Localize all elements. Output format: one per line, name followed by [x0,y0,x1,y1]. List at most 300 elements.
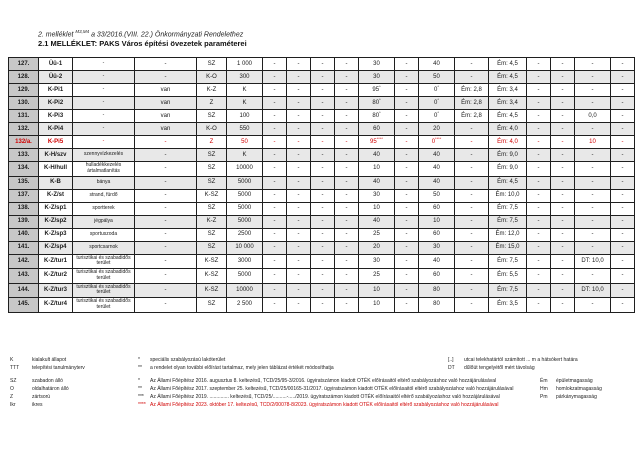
table-cell: K [227,149,263,162]
table-cell: K-SZ [197,189,227,202]
table-cell: - [611,241,635,254]
table-cell: - [73,71,135,84]
table-cell: - [455,298,489,313]
table-row [9,176,635,189]
table-cell: - [263,58,287,71]
table-cell: Ém: 4,5 [489,71,527,84]
table-cell: SZ [197,58,227,71]
table-cell: turisztikai és szabadidős terület [73,269,135,284]
table-row [9,97,635,110]
table-cell: - [611,189,635,202]
table-cell: - [551,176,575,189]
table-cell: - [611,71,635,84]
table-cell: - [287,254,311,269]
table-cell: - [311,215,335,228]
table-cell: - [455,176,489,189]
table-cell: - [611,97,635,110]
table-cell: 143. [9,269,39,284]
table-cell: - [575,123,611,136]
table-cell: SZ [197,298,227,313]
table-cell: - [455,136,489,149]
table-cell: - [395,241,419,254]
table-cell: 139. [9,215,39,228]
legend-entry [138,357,448,363]
legend-entry [540,394,636,400]
table-cell: 50 [227,136,263,149]
table-cell: - [287,110,311,123]
table-cell: - [527,58,551,71]
table-cell: - [575,84,611,97]
table-row [9,136,635,149]
table-cell: - [395,189,419,202]
legend-key: K [10,357,14,363]
table-cell: 128. [9,71,39,84]
page-title: 2.1 MELLÉKLET: PAKS Város építési övezetek paraméterei [38,39,247,49]
legend-notes [138,378,540,410]
table-cell: 132. [9,123,39,136]
table-cell: - [135,269,197,284]
table-cell: - [263,136,287,149]
table-cell: - [395,58,419,71]
table-row [9,228,635,241]
table-cell: - [527,228,551,241]
table-cell: - [335,176,359,189]
table-cell: 40 [419,162,455,177]
table-row [9,202,635,215]
table-cell: 300 [227,71,263,84]
table-cell: - [335,110,359,123]
table-row [9,71,635,84]
table-cell: - [287,189,311,202]
table-cell: K-Z/tur1 [39,254,73,269]
table-cell: K-SZ [197,254,227,269]
table-cell: - [575,228,611,241]
legend-entry [138,386,540,392]
table-cell: - [527,189,551,202]
table-cell: K-Z/tur4 [39,298,73,313]
legend-entry [138,402,540,408]
table-cell: - [335,97,359,110]
table-cell: - [287,241,311,254]
table-cell: - [575,269,611,284]
table-cell: - [551,254,575,269]
legend-entry [10,402,138,408]
table-cell: K-SZ [197,283,227,298]
table-cell: K-H/szv [39,149,73,162]
table-cell: Z [197,136,227,149]
table-cell: - [611,176,635,189]
table-cell: Ém: 10,0 [489,189,527,202]
legend-band-bottom [10,378,636,410]
table-cell: - [611,58,635,71]
table-cell: - [287,283,311,298]
table-cell: 10 [575,136,611,149]
table-cell: - [335,254,359,269]
table-cell: - [395,215,419,228]
table-cell: 129. [9,84,39,97]
table-cell: - [335,162,359,177]
legend-text: Az Állami Főépítész 2019. .............. keltezésű, TCD/25/..........-...../2019. ügyiratszámon kiadott OTÉK előírásaitól eltérő szabályozáshoz való hozzájárulásával [150,394,500,400]
table-cell: - [527,149,551,162]
legend-right-bottom [540,378,636,402]
legend-text: zártsorú [32,394,51,400]
table-cell: - [335,123,359,136]
table-cell: - [551,162,575,177]
table-cell: 142. [9,254,39,269]
table-cell: - [263,241,287,254]
table-cell: - [611,215,635,228]
table-cell: - [73,136,135,149]
table-cell: - [527,283,551,298]
table-cell: - [455,71,489,84]
table-cell: - [551,202,575,215]
table-cell: - [575,176,611,189]
table-cell: K-Z/tur2 [39,269,73,284]
table-cell: - [135,176,197,189]
table-cell: 40 [419,58,455,71]
table-cell: - [335,84,359,97]
table-cell: - [287,136,311,149]
table-cell: - [527,110,551,123]
table-cell: 30 [419,241,455,254]
table-cell: 40 [359,149,395,162]
legend-entry [138,378,540,384]
table-cell: - [527,162,551,177]
table-cell: - [455,241,489,254]
table-cell: - [455,254,489,269]
table-cell: - [263,254,287,269]
table-cell: - [455,162,489,177]
legend-entry [10,365,138,371]
table-cell: 95**** [359,136,395,149]
table-cell: 30 [359,189,395,202]
table-cell: 95* [359,84,395,97]
table-cell: - [135,71,197,84]
table-cell: - [551,58,575,71]
table-cell: - [287,58,311,71]
table-cell: - [527,176,551,189]
table-cell: - [311,71,335,84]
table-cell: - [287,298,311,313]
table-cell: Ém: 7,5 [489,254,527,269]
table-cell: - [335,149,359,162]
table-cell: - [611,254,635,269]
zone-table-body [9,58,635,313]
legend-text: Az Állami Főépítész 2023. október 17. keltezésű, TCD/2/00078-8/2023. ügyiratszámon kiadott OTÉK előírásaitól eltérő szabályozáshoz való hozzájárulásával [150,402,499,408]
table-cell: - [263,215,287,228]
table-cell: - [311,254,335,269]
table-cell: Ém: 7,5 [489,215,527,228]
table-cell: - [311,189,335,202]
table-cell: 30 [359,71,395,84]
table-cell: - [551,123,575,136]
legend-key: O [10,386,14,392]
table-cell: 5000 [227,189,263,202]
table-cell: 40 [419,176,455,189]
table-cell: 3000 [227,254,263,269]
table-cell: - [551,149,575,162]
table-cell: - [135,189,197,202]
table-cell: - [455,283,489,298]
table-cell: Üü-1 [39,58,73,71]
legend-text: épületmagasság [556,378,593,384]
table-cell: - [73,97,135,110]
table-cell: K-Z/tur3 [39,283,73,298]
table-cell: 0* [419,110,455,123]
table-cell: - [611,110,635,123]
legend-text: utcai telekhatártól számított ... m a hátsókert határa [464,357,578,363]
table-cell: 140. [9,228,39,241]
table-cell: turisztikai és szabadidős terület [73,283,135,298]
table-cell: - [575,149,611,162]
table-cell: bánya [73,176,135,189]
table-cell: 10000 [227,162,263,177]
legend [10,357,636,410]
table-cell: - [611,149,635,162]
table-cell: 0,0 [575,110,611,123]
legend-key: ** [138,386,142,392]
table-cell: - [287,202,311,215]
table-cell: - [263,202,287,215]
table-cell: Ém: 4,5 [489,110,527,123]
table-cell: - [395,110,419,123]
table-cell: - [455,228,489,241]
table-cell: - [611,228,635,241]
table-cell: 20 [359,241,395,254]
table-cell: Ém: 4,0 [489,123,527,136]
table-cell: 0* [419,84,455,97]
table-cell: - [73,123,135,136]
legend-text: ikres [32,402,43,408]
table-cell: SZ [197,176,227,189]
table-cell: SZ [197,110,227,123]
table-cell: - [311,298,335,313]
legend-right-top [448,357,636,373]
legend-left-top [10,357,138,373]
table-cell: SZ [197,149,227,162]
table-cell: sportcsarnok [73,241,135,254]
table-cell: 2 500 [227,298,263,313]
legend-key: ** [138,365,142,371]
legend-key: * [138,378,140,384]
table-cell: van [135,123,197,136]
table-cell: - [311,97,335,110]
table-cell: 2500 [227,228,263,241]
table-cell: SZ [197,202,227,215]
table-cell: K-Z [197,84,227,97]
table-cell: SZ [197,241,227,254]
table-cell: 80* [359,97,395,110]
table-cell: - [287,84,311,97]
table-cell: 30 [359,254,395,269]
table-cell: 10 [419,215,455,228]
table-cell: 138. [9,202,39,215]
table-cell: - [263,149,287,162]
table-cell: - [575,189,611,202]
legend-key: Hm [540,386,548,392]
table-cell: K-B [39,176,73,189]
table-cell: - [311,149,335,162]
table-row [9,269,635,284]
table-cell: 0**** [419,136,455,149]
table-cell: 10 [359,298,395,313]
table-row [9,84,635,97]
table-cell: - [335,269,359,284]
table-cell: - [311,176,335,189]
table-cell: - [611,283,635,298]
legend-text: oldalhatáron álló [32,386,69,392]
table-cell: - [611,136,635,149]
table-row [9,215,635,228]
table-cell: - [311,269,335,284]
table-row [9,283,635,298]
table-cell: - [263,189,287,202]
table-cell: 5000 [227,202,263,215]
table-cell: - [551,241,575,254]
table-cell: - [135,283,197,298]
table-cell: 60 [419,228,455,241]
table-cell: 60 [419,269,455,284]
table-cell: - [527,241,551,254]
table-cell: - [287,269,311,284]
table-cell: - [455,149,489,162]
table-cell: - [335,71,359,84]
table-cell: - [527,298,551,313]
table-cell: Ém: 2,8 [455,97,489,110]
table-cell: K-Pi5 [39,136,73,149]
legend-band-top [10,357,636,373]
table-row [9,162,635,177]
table-cell: - [335,215,359,228]
annex-reference-line [38,29,247,38]
table-cell: K-Z/sp3 [39,228,73,241]
table-cell: turisztikai és szabadidős terület [73,298,135,313]
table-cell: - [395,97,419,110]
table-cell: - [263,97,287,110]
table-cell: van [135,97,197,110]
table-cell: 40 [359,215,395,228]
table-cell: - [551,84,575,97]
table-cell: - [395,228,419,241]
table-cell: - [263,283,287,298]
table-cell: 60 [419,202,455,215]
table-cell: 130. [9,97,39,110]
table-cell: jégpálya [73,215,135,228]
table-cell: 40 [359,176,395,189]
table-cell: - [395,71,419,84]
table-cell: Ém: 4,0 [489,136,527,149]
table-cell: - [263,71,287,84]
legend-entry [10,394,138,400]
table-cell: - [527,254,551,269]
table-cell: - [73,58,135,71]
table-cell: sportuszoda [73,228,135,241]
table-cell: turisztikai és szabadidős terület [73,254,135,269]
table-cell: Ém: 4,5 [489,58,527,71]
legend-key: *** [138,394,144,400]
table-cell: - [287,71,311,84]
table-cell: - [311,162,335,177]
legend-key: Ikr [10,402,16,408]
legend-key: * [138,357,140,363]
table-cell: 127. [9,58,39,71]
legend-text: Az Állami Főépítész 2016. augusztus 8. keltezésű, TCD/25/95-3/2016. ügyiratszámon kiadott OTÉK előírásaitól eltérő szabályozáshoz való hozzájárulásával [150,378,497,384]
table-cell: - [455,58,489,71]
legend-entry [540,378,636,384]
table-cell: - [135,298,197,313]
table-cell: - [527,269,551,284]
table-cell: - [575,298,611,313]
legend-key: Z [10,394,14,400]
table-cell: 40 [419,149,455,162]
table-cell: - [551,298,575,313]
table-cell: - [551,283,575,298]
legend-text: speciális szabályozású lakóterület [150,357,226,363]
table-cell: 60 [359,123,395,136]
table-cell: - [611,84,635,97]
table-cell: K [227,97,263,110]
table-cell: - [311,283,335,298]
table-row [9,241,635,254]
table-cell: - [311,84,335,97]
legend-key: DT [448,365,455,371]
table-cell: - [395,283,419,298]
table-cell: 25 [359,269,395,284]
table-cell: K-Pi2 [39,97,73,110]
zone-parameters-table [8,57,635,313]
table-cell: - [527,71,551,84]
table-cell: 1 000 [227,58,263,71]
table-cell: Ém: 4,5 [489,176,527,189]
table-cell: - [263,123,287,136]
table-row [9,189,635,202]
table-cell: 5000 [227,269,263,284]
table-cell: - [263,298,287,313]
table-cell: K-Pi4 [39,123,73,136]
table-cell: DT: 10,0 [575,283,611,298]
table-cell: 137. [9,189,39,202]
legend-key: Pm [540,394,548,400]
table-cell: 132/a. [9,136,39,149]
table-cell: 5000 [227,215,263,228]
table-row [9,149,635,162]
table-cell: - [287,228,311,241]
table-cell: 550 [227,123,263,136]
table-cell: - [73,84,135,97]
legend-entry [540,386,636,392]
table-cell: - [575,202,611,215]
legend-key: TTT [10,365,20,371]
table-cell: 131. [9,110,39,123]
table-cell: - [287,162,311,177]
table-cell: 10 000 [227,241,263,254]
table-cell: - [311,136,335,149]
table-cell: van [135,110,197,123]
table-cell: - [455,269,489,284]
table-cell: 50 [419,189,455,202]
table-cell: - [287,149,311,162]
document-header [38,29,247,48]
table-cell: - [335,136,359,149]
table-row [9,298,635,313]
table-cell: 25 [359,228,395,241]
table-row [9,123,635,136]
table-cell: - [73,110,135,123]
legend-entry [448,365,636,371]
table-cell: 133. [9,149,39,162]
legend-text: telepítési tanulmányterv [32,365,85,371]
table-cell: - [551,215,575,228]
